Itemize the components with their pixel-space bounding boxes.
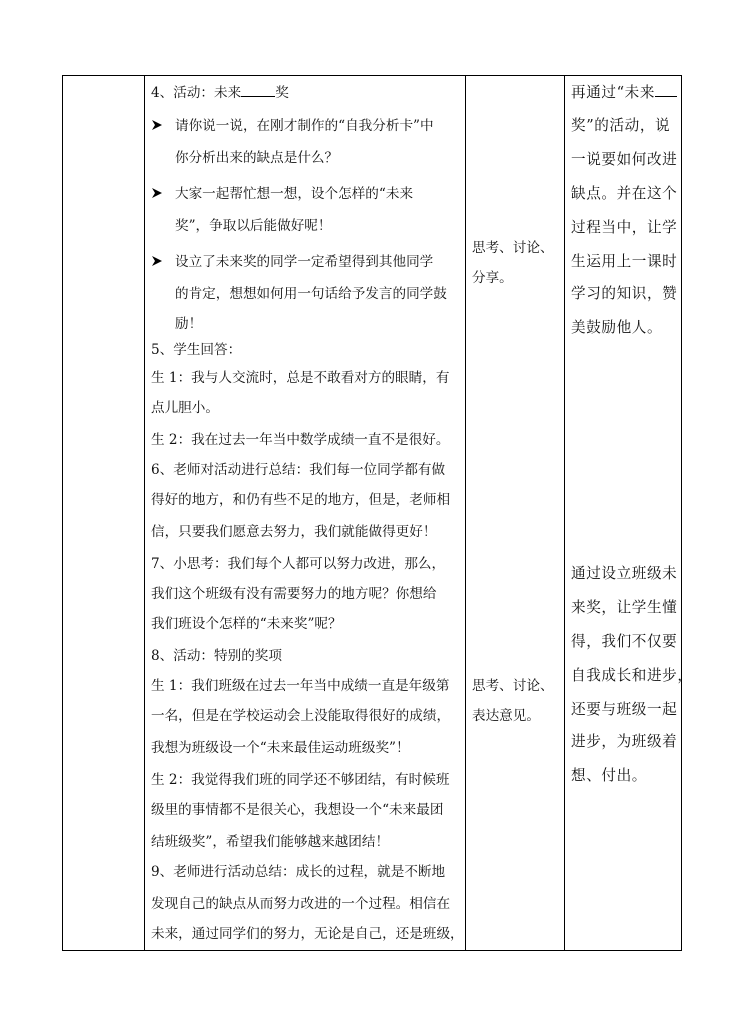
design-intent-line: 自我成长和进步， xyxy=(571,667,693,684)
teacher-summary: 得好的地方，和仍有些不足的地方，但是，老师相 xyxy=(151,492,451,508)
small-thinking: 我们这个班级有没有需要努力的地方呢？你想给 xyxy=(151,586,437,602)
student-answer: 生 1：我与人交流时，总是不敢看对方的眼睛，有 xyxy=(151,370,450,386)
bullet-text: 你分析出来的缺点是什么？ xyxy=(175,150,339,166)
design-intent-line: 一说要如何改进 xyxy=(571,151,678,168)
arrow-bullet-icon xyxy=(151,187,163,199)
student-activity-text: 分享。 xyxy=(472,270,513,286)
design-intent-line: 学习的知识，赞 xyxy=(571,285,678,302)
small-thinking: 我们班设个怎样的“未来奖”呢？ xyxy=(151,616,342,632)
stage-column-cell xyxy=(63,76,145,951)
section-5-title: 5、学生回答： xyxy=(151,342,242,358)
student-activity-text: 表达意见。 xyxy=(472,708,540,724)
table-row xyxy=(63,76,682,951)
design-intent-line: 得，我们不仅要 xyxy=(571,633,678,650)
arrow-bullet-icon xyxy=(151,119,163,131)
teacher-summary: 9、老师进行活动总结：成长的过程，就是不断地 xyxy=(151,864,446,880)
student-answer: 级里的事情都不是很关心，我想设一个“未来最团 xyxy=(151,802,444,818)
fill-blank xyxy=(655,82,677,97)
bullet-item: 大家一起帮忙想一想，设个怎样的“未来 xyxy=(151,184,413,204)
student-activity-text: 思考、讨论、 xyxy=(472,678,554,694)
teacher-summary: 未来，通过同学们的努力，无论是自己，还是班级， xyxy=(151,926,464,942)
design-intent-line: 来奖，让学生懂 xyxy=(571,599,678,616)
design-intent-line: 奖”的活动，说 xyxy=(571,117,671,134)
activity-4-title: 4、活动：未来 奖 xyxy=(151,82,289,103)
teacher-summary: 6、老师对活动进行总结：我们每一位同学都有做 xyxy=(151,462,446,478)
design-intent-line: 缺点。并在这个 xyxy=(571,185,678,202)
student-answer: 生 2：我在过去一年当中数学成绩一直不是很好。 xyxy=(151,432,450,448)
student-answer: 点儿胆小。 xyxy=(151,400,219,416)
design-intent-line: 通过设立班级未 xyxy=(571,565,678,582)
student-answer: 结班级奖”，希望我们能够越来越团结！ xyxy=(151,834,390,850)
arrow-bullet-icon xyxy=(151,255,163,267)
design-intent-cell xyxy=(565,76,693,951)
student-answer: 生 2：我觉得我们班的同学还不够团结，有时候班 xyxy=(151,772,450,788)
bullet-text: 励！ xyxy=(175,316,203,332)
design-intent-line: 进步，为班级着 xyxy=(571,733,678,750)
student-answer: 生 1：我们班级在过去一年当中成绩一直是年级第 xyxy=(151,678,450,694)
bullet-item: 请你说一说，在刚才制作的“自我分析卡”中 xyxy=(151,116,434,136)
teacher-summary: 信，只要我们愿意去努力，我们就能做得更好！ xyxy=(151,524,437,540)
teaching-process-cell xyxy=(145,76,466,951)
student-activity-text: 思考、讨论、 xyxy=(472,240,554,256)
design-intent-line: 生运用上一课时 xyxy=(571,253,678,270)
bullet-text: 奖”，争取以后能做好呢！ xyxy=(175,218,332,234)
student-activity-cell xyxy=(466,76,565,951)
design-intent-line: 想、付出。 xyxy=(571,767,647,784)
student-answer: 一名，但是在学校运动会上没能取得很好的成绩， xyxy=(151,708,451,724)
fill-blank xyxy=(241,82,275,97)
teacher-summary: 发现自己的缺点从而努力改进的一个过程。相信在 xyxy=(151,896,451,912)
design-intent-line: 美鼓励他人。 xyxy=(571,319,663,336)
student-answer: 我想为班级设一个“未来最佳运动班级奖”！ xyxy=(151,740,410,756)
bullet-text: 的肯定，想想如何用一句话给予发言的同学鼓 xyxy=(175,286,447,302)
lesson-plan-table xyxy=(62,75,693,951)
section-8-title: 8、活动：特别的奖项 xyxy=(151,648,282,664)
bullet-item: 设立了未来奖的同学一定希望得到其他同学 xyxy=(151,252,433,272)
design-intent-line: 还要与班级一起 xyxy=(571,701,678,718)
design-intent-line: 过程当中，让学 xyxy=(571,219,678,236)
design-intent-line: 再通过“未来 xyxy=(571,82,677,103)
small-thinking: 7、小思考：我们每个人都可以努力改进，那么， xyxy=(151,556,446,572)
